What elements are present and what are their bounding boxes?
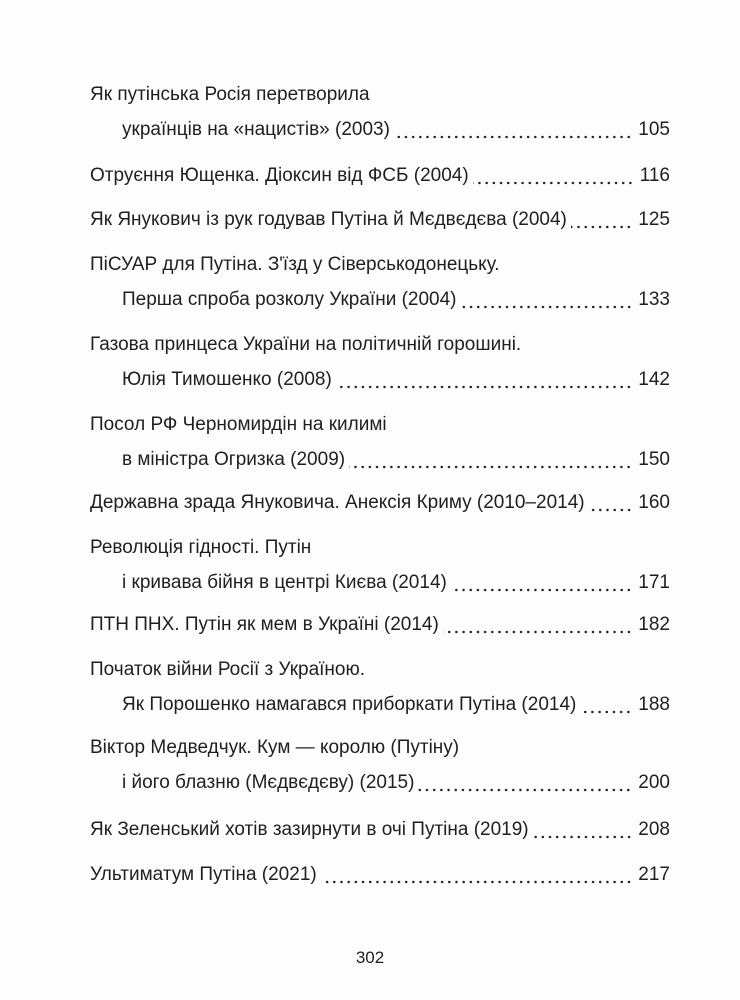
toc-entry-title: Перша спроба розколу України (2004) <box>122 289 457 310</box>
toc-entry-title-line <box>90 413 670 437</box>
toc-entry-line <box>90 818 670 842</box>
toc-entry-title-line <box>90 536 670 560</box>
toc-entry-title: Як Порошенко намагався приборкати Путіна (2014) <box>122 694 577 715</box>
toc-entry-title: Як Янукович із рук годував Путіна й Мєдвєдєва (2004) <box>90 209 567 230</box>
toc-entry-title-line <box>90 333 670 357</box>
page-number: 302 <box>355 948 385 967</box>
toc-entry-line <box>122 693 670 717</box>
toc-entry-title: Віктор Медведчук. Кум — королю (Путіну) <box>90 737 460 758</box>
dot-leader <box>571 208 632 232</box>
dot-leader <box>418 771 632 795</box>
toc-entry-title: Посол РФ Черномирдін на килимі <box>90 414 387 435</box>
dot-leader <box>451 571 632 595</box>
toc-entry-title: ПТН ПНХ. Путін як мем в Україні (2014) <box>90 614 439 635</box>
toc-page-number: 125 <box>638 209 670 230</box>
toc-entry-title: Як Зеленський хотів зазирнути в очі Путіна (2019) <box>90 819 529 840</box>
toc-page-number: 208 <box>638 819 670 840</box>
toc-entry-line <box>122 368 670 392</box>
toc-entry-title-line <box>90 658 670 682</box>
toc-entry-title: в міністра Огризка (2009) <box>122 449 346 470</box>
toc-page-number: 116 <box>639 165 670 186</box>
toc-entry-title-line <box>90 83 670 107</box>
toc-page-number: 188 <box>638 694 670 715</box>
toc-page-number: 105 <box>638 119 670 140</box>
dot-leader <box>336 368 632 392</box>
toc-entry-title: Юлія Тимошенко (2008) <box>122 369 332 390</box>
toc-page-number: 171 <box>638 572 670 593</box>
toc-entry-line <box>122 571 670 595</box>
toc-entry-title: Газова принцеса України на політичній горошині. <box>90 334 522 355</box>
toc-entry-title: і кривава бійня в центрі Києва (2014) <box>122 572 447 593</box>
dot-leader <box>580 693 632 717</box>
toc-entry-title-line <box>90 253 670 277</box>
dot-leader <box>461 288 633 312</box>
toc-entry-title: Початок війни Росії з Україною. <box>90 659 366 680</box>
toc-page-number: 160 <box>638 492 670 513</box>
toc-entry-title: Як путінська Росія перетворила <box>90 84 370 105</box>
toc-entry-line <box>122 771 670 795</box>
toc-entry-line <box>90 491 670 515</box>
toc-page-number: 133 <box>638 289 670 310</box>
dot-leader <box>321 863 633 887</box>
toc-page-number: 200 <box>638 772 670 793</box>
toc-entry-line <box>122 288 670 312</box>
toc-entry-title: ПіСУАР для Путіна. З'їзд у Сіверськодонецьку. <box>90 254 500 275</box>
toc-entry-line <box>90 164 670 188</box>
toc-entry-title: українців на «нацистів» (2003) <box>122 119 390 140</box>
toc-entry-title-line <box>90 736 670 760</box>
toc-entry-line <box>122 448 670 472</box>
toc-entry-title: Отруєння Ющенка. Діоксин від ФСБ (2004) <box>90 165 469 186</box>
dot-leader <box>394 118 632 142</box>
toc-entry-title: Ультиматум Путіна (2021) <box>90 864 317 885</box>
toc-entry-line <box>90 613 670 637</box>
dot-leader <box>473 164 634 188</box>
toc-entry-line <box>90 863 670 887</box>
toc-page-number: 150 <box>638 449 670 470</box>
dot-leader <box>589 491 633 515</box>
toc-page-number: 182 <box>638 614 670 635</box>
toc-entry-line <box>90 208 670 232</box>
toc-page-number: 217 <box>638 864 670 885</box>
toc-entry-title: Державна зрада Януковича. Анексія Криму (2010–2014) <box>90 492 585 513</box>
dot-leader <box>533 818 633 842</box>
toc-entry-title: і його блазню (Мєдвєдєву) (2015) <box>122 772 415 793</box>
toc-entry-title: Революція гідності. Путін <box>90 537 312 558</box>
dot-leader <box>443 613 632 637</box>
toc-entry-line <box>122 118 670 142</box>
toc-page-number: 142 <box>638 369 670 390</box>
dot-leader <box>349 448 632 472</box>
